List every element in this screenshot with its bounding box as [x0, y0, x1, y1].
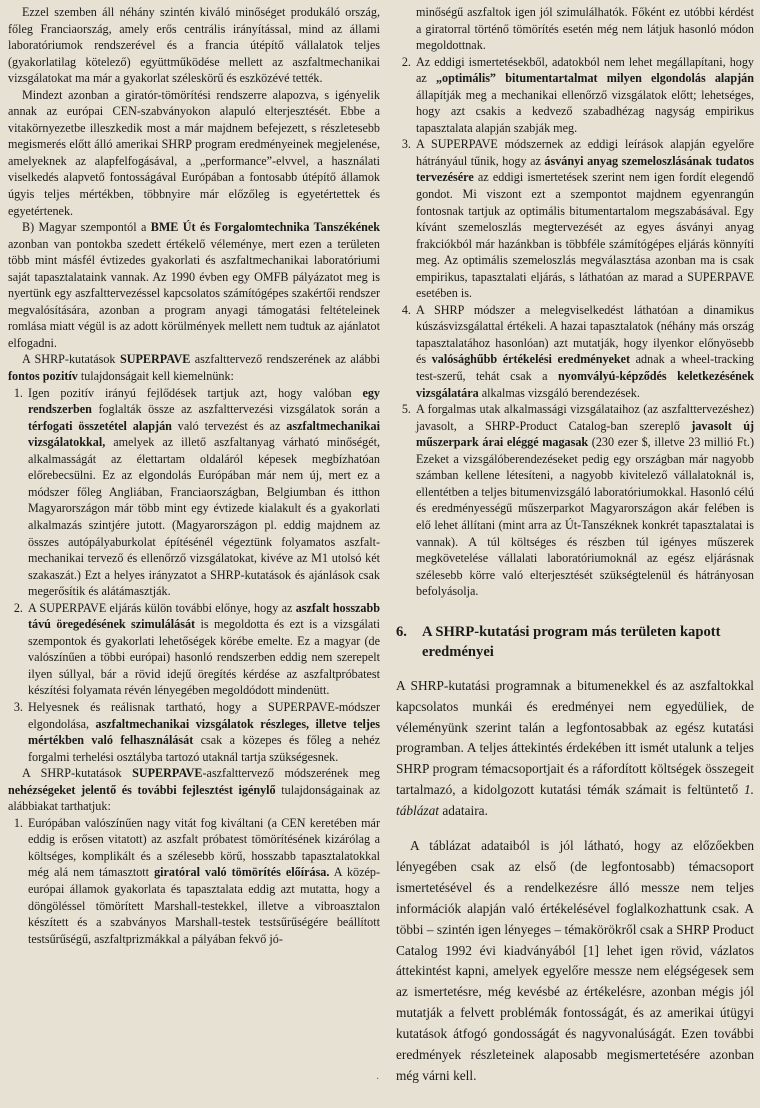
positive-properties-list: [8, 385, 380, 766]
paragraph-difficulties-intro: A SHRP-kutatások SUPERPAVE-aszfalttervező módszerének meg nehézségeket jelentő és további fejlesztést igénylő tulajdonságainak az alábbiakat tarthatjuk:: [8, 766, 380, 814]
difficulties-list-continued: [396, 54, 754, 600]
list-item: 2. Az eddigi ismertetésekből, adatokból nem lehet megállapítani, hogy az „optimális” bitumentartalmat milyen elgondolás alapján állapítják meg a mechanikai ellenőrző vizsgálatok előtt; lehetséges, hogy azt csakis a kedvező szabadhézag nagyság empirikus tapasztalata alapján szabják meg.: [414, 54, 754, 137]
section-number: 6.: [396, 623, 407, 640]
list-item: 5. A forgalmas utak alkalmassági vizsgálataihoz (az aszfalttervezéshez) javasolt, a SHRP-Product Catalog-ban szereplő javasolt új műszerpark árai eléggé magasak (230 ezer $, illetve 23 millió Ft.) Ezeket a vizsgálóberendezéseket pedig egy országban már nagyobb számban kellene létesíteni, a nagyobb kivitelező vállalatoknál is, ellentétben a teljes bitumenvizsgáló laboratóriumokkal. Hasonló célú és eredményességű műszerparkot Magyarországon akár felében is elő lehet állítani (mint arra az Út-Tanszéknek konkrét tapasztalatai is vannak). A túl költséges és részben túl igényes műszerek megkövetelése vállalati laboratóriumoknál az egész eljárásnak szélesebb körre való elterjesztését szükségtelenül és hátrányosan befolyásolja.: [414, 401, 754, 600]
section-heading: [396, 622, 754, 662]
paragraph-positive-intro: A SHRP-kutatások SUPERPAVE aszfalttervező rendszerének az alábbi fontos pozitív tulajdonságait kell kiemelnünk:: [8, 352, 380, 384]
paragraph-bme: B) Magyar szempontól a BME Út és Forgalomtechnika Tanszékének azonban van pontokba szedett értékelő véleménye, mert ezen a területen több mint másfél évtizedes gyakorlati és aszfaltmechanikai laboratóriumi saját tapasztalataink vannak. Az 1990 évben egy OMFB pályázatot meg is nyertünk egy aszfalttervezéssel kapcsolatos számítógépes szakértői rendszer megvalósítására, azonban a program anyagi támogatási feltételeinek romlása miatt végül is az adott körülmények mellett nem tudtuk az ajánlatot elfogadni.: [8, 220, 380, 350]
paragraph-france: Ezzel szemben áll néhány szintén kiváló minőséget produkáló ország, főleg Franciaország, amely erős centrális irányítással, mind az állami laboratóriumok rendszerével és a francia útépítő vállalatok teljes (gyakorlatilag kötelező) együttműködése mellett az aszfaltmechanikai vizsgálatokat ma már a gyakorlat széleskörű és eszközévé tették.: [8, 5, 380, 86]
list-item-continuation: minőségű aszfaltok igen jól szimulálhatók. Főként ez utóbbi kérdést a giratorral történő tömörítés esetén még nem látjuk hasonló módon megoldottnak.: [416, 5, 754, 53]
list-item: 1. Európában valószínűen nagy vitát fog kiváltani (a CEN keretében már eddig is erősen vitatott) az aszfalt próbatest tömörítésének kizárólag a költséges, komplikált és a szélesebb körű, hosszabb tapasztalatokkal még alá nem támasztott giratóral való tömörítés előírása. A közép-európai államok gyakorlata és tapasztalata eddig azt mutatta, hogy a döngöléssel tömörített Marshall-testekkel, illetve a vibroasztalon készített és a szabványos Marshall-testek testsűrűségére beállított testsűrűségű, aszfaltprizmákkal a pályában fekvő jó-: [26, 815, 380, 947]
list-item: 2. A SUPERPAVE eljárás külön további előnye, hogy az aszfalt hosszabb távú öregedésének szimulálását is megoldotta és ezt is a vizsgálati szempontok és gyakorlati lehetőségek körébe emelte. Ez a magyar (de valószínűen a többi európai) hasonló rendszerben eddig nem szerepelt ilyen súllyal, bár a rövid idejű öregítés kérdése az aszfaltpróbatest készítési folyamata révén lényegében megoldódott mindenütt.: [26, 600, 380, 699]
section-title: A SHRP-kutatási program más területen kapott eredményei: [422, 623, 721, 660]
list-item: 3. Helyesnek és reálisnak tartható, hogy a SUPERPAVE-módszer elgondolása, aszfaltmechanikai vizsgálatok részleges, illetve teljes mértékben való felhasználását csak a közepes és főleg a nehéz forgalmi terhelési osztályba tartozó utaknál tartja szükségesnek.: [26, 699, 380, 765]
right-column: [396, 4, 754, 1087]
list-item: 1. Igen pozitív irányú fejlődések tartjuk azt, hogy valóban egy rendszerben foglalták össze az aszfalttervezési vizsgálatok során a térfogati összetétel alapján való tervezést és az aszfaltmechanikai vizsgálatokkal, amelyek az illető aszfaltanyag várható minőségét, alkalmasságát az élettartam oldaláról képesek megbízhatóan előrebecsülni. Ez az elgondolás Európában már nem új, mert ez a módszer főleg Angliában, Franciaországban, Belgiumban és itthon Magyarországon már több mint egy évtizede kialakult és a gyakorlati alkalmazás szintjére jutott. (Magyarországon pl. eddig majdnem az összes autópályaburkolat építésénél végeztünk folyamatos aszfalt-mechanikai tervező és ellenőrző vizsgálatokat, kivéve az M1 utolsó két szakaszát.) Ezt a helyes irányzatot a SHRP-kutatások és ajánlások csak megerősítik és alátámasztják.: [26, 385, 380, 600]
list-item: 4. A SHRP módszer a melegviselkedést láthatóan a dinamikus kúszásvizsgálattal értékeli. A hazai tapasztalatok (néhány más ország tapasztalatához hasonlóan) azt mutatják, hogy ilyenkor előnyösebb és valósághűbb értékelési eredményeket adnak a wheel-tracking test-szerű, tehát csak a nyomvályú-képződés keletkezésének vizsgálatára alkalmas vizsgáló berendezések.: [414, 302, 754, 401]
left-column: [8, 4, 380, 947]
paragraph-other-results: A SHRP-kutatási programnak a bitumenekkel és az aszfaltokkal kapcsolatos munkái és eredményei nem egyedüliek, de véleményünk szerint talán a legfontosabbak az egész kutatási programban. A teljes áttekintés érdekében itt ismét utalunk a teljes SHRP program témacsoportjait és a ráfordított költségek összegeit tartalmazó, a kidolgozott kutatási témák számait is feltüntető 1. táblázat adataira.: [396, 677, 754, 819]
paragraph-table-overview: A táblázat adataiból is jól látható, hogy az előzőekben lényegében csak az első (de legfontosabb) témacsoport ismertetésével és a rendelkezésre álló messze nem teljes információk alapján való értékelésével foglalkozhattunk csak. A többi – szintén igen lényeges – témakörökről csak a SHRP Product Catalog 1992 évi kiadványából [1] lehet igen rövid, vázlatos áttekintést kapni, amelyek egyelőre messze nem elégségesek sem az ismertetésre, még kevésbé az értékelésre, azonban mégis jól mutatják a felvett problémák fontosságát, és az amerikai útügyi kutatások átfogó gondosságát és nagyvonalúságát. Ezen további eredmények részleteinek alaposabb megismertetésére azonban még várni kell.: [396, 838, 754, 1083]
list-item: 3. A SUPERPAVE módszernek az eddigi leírások alapján egyelőre hátrányául tűnik, hogy az ásványi anyag szemeloszlásának tudatos tervezésére az eddigi ismertetések szerint nem igen fordít elegendő gondot. Mi viszont ezt a szempontot majdnem egyenrangún fontosnak tartjuk az optimális bitumentartalom megszabásával. Egy kívánt szemeloszlás megtervezését az egyes ásványi anyag frakciókból már hazánkban is többféle számítógépes eljárás könnyíti meg. Az optimális szemeloszlás megválasztása azonban ma is csak empirikus, tapasztalati eljárás, s láthatóan az marad a SUPERPAVE esetében is.: [414, 136, 754, 301]
paragraph-gyratory: Mindezt azonban a giratór-tömörítési rendszerre alapozva, s igényelik annak az európai CEN-szabványokon alapuló elterjesztését. Ebbe a vitakörnyezetbe illeszkedik most a már majdnem befejezett, s részletesebb megismerés előtt álló amerikai SHRP program eredményeinek megjelenése, amelyeknek az alapfelfogásával, a „performance”-elvvel, a használati viselkedés alapvető fontosságával Európában a fontosabb útépítő államok úgyis teljes mértékben, többnyire már előzőleg is egyetértettek és egyetértenek.: [8, 87, 380, 218]
page-mark: ·: [376, 1074, 380, 1085]
difficulties-list: [8, 815, 380, 947]
